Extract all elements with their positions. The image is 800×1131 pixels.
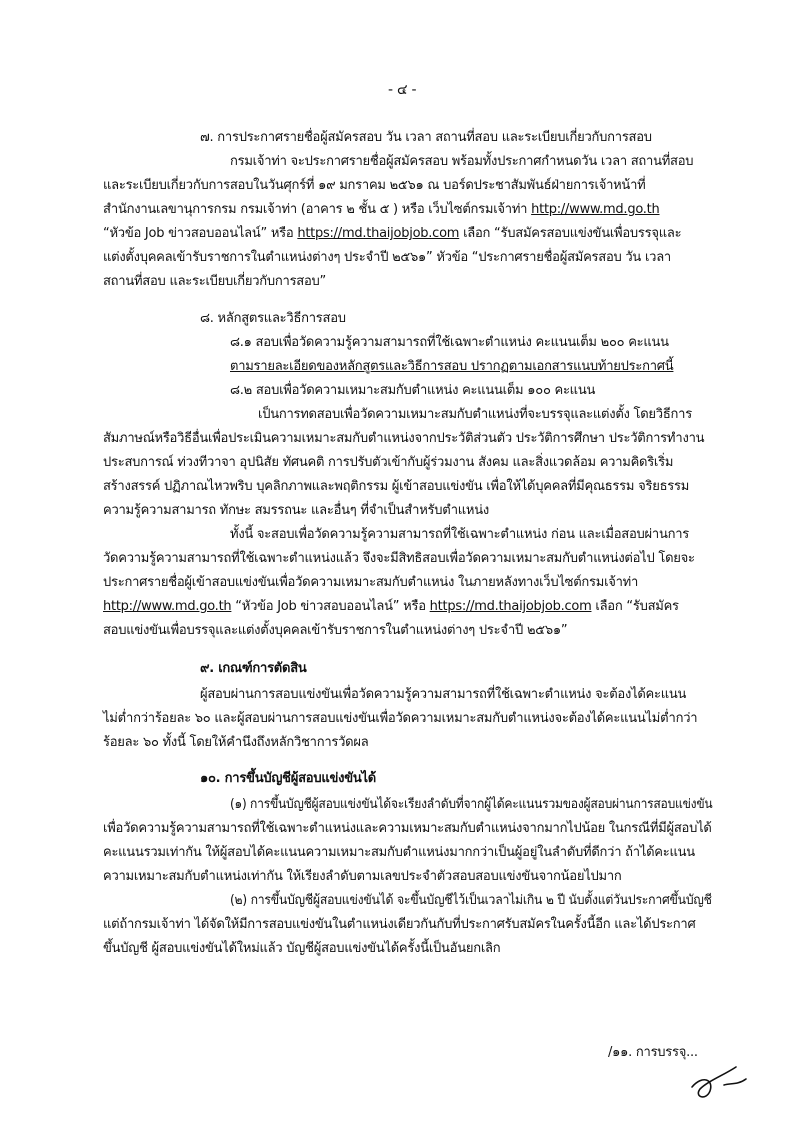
section-8-note-line: ประกาศรายชื่อผู้เข้าสอบแข่งขันเพื่อวัดความเหมาะสมกับตำแหน่ง ในภายหลังทางเว็บไซต์กรมเจ้าท่า <box>103 575 639 590</box>
section-7-line: และระเบียบเกี่ยวกับการสอบในวันศุกร์ที่ ๑๙ มกราคม ๒๕๖๑ ณ บอร์ดประชาสัมพันธ์ฝ่ายการเจ้าหน้าที่ <box>103 178 646 193</box>
section-9-line: ผู้สอบผ่านการสอบแข่งขันเพื่อวัดความรู้ความสามารถที่ใช้เฉพาะตำแหน่ง จะต้องได้คะแนน <box>200 687 687 702</box>
section-10-heading: ๑๐. การขึ้นบัญชีผู้สอบแข่งขันได้ <box>200 771 376 786</box>
section-10-line: ความเหมาะสมกับตำแหน่งเท่ากัน ให้เรียงลำดับตามเลขประจำตัวสอบสอบแข่งขันจากน้อยไปมาก <box>103 869 622 884</box>
section-10-line: คะแนนรวมเท่ากัน ให้ผู้สอบได้คะแนนความเหมาะสมกับตำแหน่งมากกว่าเป็นผู้อยู่ในลำดับที่ดีกว่า ถ้าได้คะแนน <box>103 845 695 860</box>
section-10-line: เพื่อวัดความรู้ความสามารถที่ใช้เฉพาะตำแหน่งและความเหมาะสมกับตำแหน่งจากมากไปน้อย ในกรณีที่มีผู้สอบได้ <box>103 821 712 836</box>
signature-initial <box>684 1045 754 1105</box>
section-8-2-line: เป็นการทดสอบเพื่อวัดความเหมาะสมกับตำแหน่งที่จะบรรจุและแต่งตั้ง โดยวิธีการ <box>258 407 692 422</box>
section-9-line: ร้อยละ ๖๐ ทั้งนี้ โดยให้คำนึงถึงหลักวิชาการวัดผล <box>103 735 369 750</box>
section-8-note-line: สอบแข่งขันเพื่อบรรจุและแต่งตั้งบุคคลเข้ารับราชการในตำแหน่งต่างๆ ประจำปี ๒๕๖๑” <box>103 623 568 638</box>
section-7-line: สถานที่สอบ และระเบียบเกี่ยวกับการสอบ” <box>103 274 327 289</box>
section-8-2-line: สัมภาษณ์หรือวิธีอื่นเพื่อประเมินความเหมาะสมกับตำแหน่งจากประวัติส่วนตัว ประวัติการศึกษา ประวัติการทำงาน <box>103 431 705 446</box>
section-7-line <box>103 224 681 244</box>
section-9-line: ไม่ต่ำกว่าร้อยละ ๖๐ และผู้สอบผ่านการสอบแข่งขันเพื่อวัดความเหมาะสมกับตำแหน่งจะต้องได้คะแนนไม่ต่ำกว่า <box>103 711 698 726</box>
section-8-1-title: ๘.๑ สอบเพื่อวัดความรู้ความสามารถที่ใช้เฉพาะตำแหน่ง คะแนนเต็ม ๒๐๐ คะแนน <box>230 335 669 350</box>
continuation-marker: /๑๑. การบรรจุ... <box>608 1045 698 1060</box>
section-7-line <box>103 200 660 220</box>
section-10-line: (๑) การขึ้นบัญชีผู้สอบแข่งขันได้จะเรียงลำดับที่จากผู้ได้คะแนนรวมของผู้สอบผ่านการสอบแข่งขัน <box>230 797 713 812</box>
section-7-line: กรมเจ้าท่า จะประกาศรายชื่อผู้สมัครสอบ พร้อมทั้งประกาศกำหนดวัน เวลา สถานที่สอบ <box>230 154 694 169</box>
md-website-link[interactable]: http://www.md.go.th <box>531 202 660 217</box>
section-10-line: แต่ถ้ากรมเจ้าท่า ได้จัดให้มีการสอบแข่งขันในตำแหน่งเดียวกันกับที่ประกาศรับสมัครในครั้งนี้อีก และได้ประกาศ <box>103 917 696 932</box>
section-8-1-detail: ตามรายละเอียดของหลักสูตรและวิธีการสอบ ปรากฏตามเอกสารแนบท้ายประกาศนี้ <box>230 359 674 374</box>
section-8-2-line: ประสบการณ์ ท่วงทีวาจา อุปนิสัย ทัศนคติ การปรับตัวเข้ากับผู้ร่วมงาน สังคม และสิ่งแวดล้อม ความคิดริเริ่ม <box>103 455 674 470</box>
section-8-note-line: วัดความรู้ความสามารถที่ใช้เฉพาะตำแหน่งแล้ว จึงจะมีสิทธิสอบเพื่อวัดความเหมาะสมกับตำแหน่งต่อไป โดยจะ <box>103 551 695 566</box>
section-7-heading: ๗. การประกาศรายชื่อผู้สมัครสอบ วัน เวลา สถานที่สอบ และระเบียบเกี่ยวกับการสอบ <box>200 130 652 145</box>
section-8-2-line: สร้างสรรค์ ปฏิภาณไหวพริบ บุคลิกภาพและพฤติกรรม ผู้เข้าสอบแข่งขัน เพื่อให้ได้บุคคลที่มีคุณธรรม จริยธรรม <box>103 479 690 494</box>
thaijobjob-link[interactable]: https://md.thaijobjob.com <box>297 226 460 241</box>
section-7-text: เลือก “รับสมัครสอบแข่งขันเพื่อบรรจุและ <box>463 226 682 241</box>
thaijobjob-link[interactable]: https://md.thaijobjob.com <box>429 599 592 614</box>
section-7-line: แต่งตั้งบุคคลเข้ารับราชการในตำแหน่งต่างๆ ประจำปี ๒๕๖๑” หัวข้อ “ประกาศรายชื่อผู้สมัครสอบ วัน เวลา <box>103 250 671 265</box>
section-9-heading: ๙. เกณฑ์การตัดสิน <box>200 661 307 676</box>
page-number: - ๔ - <box>388 82 417 98</box>
section-8-heading: ๘. หลักสูตรและวิธีการสอบ <box>200 311 346 326</box>
section-8-text: “หัวข้อ Job ข่าวสอบออนไลน์” หรือ <box>235 599 426 614</box>
section-8-note-line <box>103 597 679 617</box>
section-10-line: ขึ้นบัญชี ผู้สอบแข่งขันได้ใหม่แล้ว บัญชีผู้สอบแข่งขันได้ครั้งนี้เป็นอันยกเลิก <box>103 941 501 956</box>
md-website-link[interactable]: http://www.md.go.th <box>103 599 232 614</box>
section-8-2-title: ๘.๒ สอบเพื่อวัดความเหมาะสมกับตำแหน่ง คะแนนเต็ม ๑๐๐ คะแนน <box>230 383 596 398</box>
section-8-text: เลือก “รับสมัคร <box>595 599 679 614</box>
section-8-2-line: ความรู้ความสามารถ ทักษะ สมรรถนะ และอื่นๆ ที่จำเป็นสำหรับตำแหน่ง <box>103 503 489 518</box>
section-7-text: สำนักงานเลขานุการกรม กรมเจ้าท่า (อาคาร ๒ ชั้น ๕ ) หรือ เว็บไซต์กรมเจ้าท่า <box>103 202 528 217</box>
section-8-note-line: ทั้งนี้ จะสอบเพื่อวัดความรู้ความสามารถที่ใช้เฉพาะตำแหน่ง ก่อน และเมื่อสอบผ่านการ <box>230 527 690 542</box>
section-7-text: “หัวข้อ Job ข่าวสอบออนไลน์” หรือ <box>103 226 294 241</box>
section-10-line: (๒) การขึ้นบัญชีผู้สอบแข่งขันได้ จะขึ้นบัญชีไว้เป็นเวลาไม่เกิน ๒ ปี นับตั้งแต่วันประกาศขึ้นบัญชี <box>230 893 712 908</box>
